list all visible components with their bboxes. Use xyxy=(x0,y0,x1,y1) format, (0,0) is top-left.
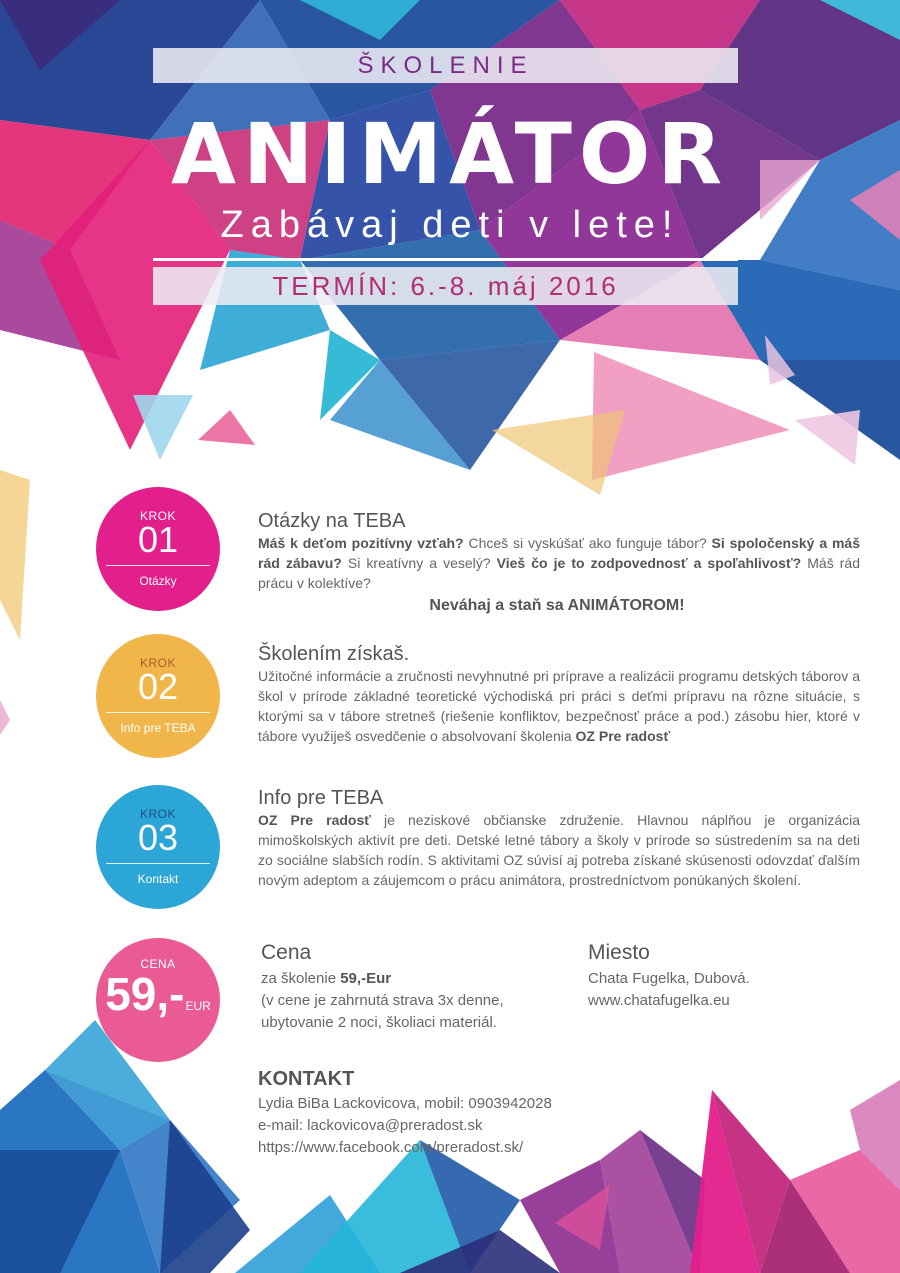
step-1-divider xyxy=(106,565,210,566)
location-place: Chata Fugelka, Dubová. xyxy=(588,970,750,987)
step-3-title: Info pre TEBA xyxy=(258,787,384,809)
price-badge-label: CENA xyxy=(140,957,176,971)
step-3-krok: KROK xyxy=(139,807,176,821)
step-2-divider xyxy=(106,712,210,713)
contact-email[interactable]: e-mail: lackovicova@preradost.sk xyxy=(258,1117,483,1134)
step-2-krok: KROK xyxy=(139,656,176,670)
kicker-text: ŠKOLENIE xyxy=(357,52,534,79)
price-line-3: ubytovanie 2 noci, školiaci materiál. xyxy=(261,1014,497,1031)
price-section xyxy=(261,940,504,1034)
contact-title: KONTAKT xyxy=(258,1068,355,1090)
price-badge xyxy=(96,938,220,1062)
kicker-banner xyxy=(153,48,738,83)
step-1-title: Otázky na TEBA xyxy=(258,510,406,532)
price-title: Cena xyxy=(261,941,312,964)
contact-section xyxy=(258,1067,552,1159)
step-2-title: Školením získaš. xyxy=(258,643,410,665)
step-1-text: Máš k deťom pozitívny vzťah? Chceš si vyskúšať ako funguje tábor? Si spoločenský a máš rád zábavu? Si kreatívny a veselý? Vieš čo je to zodpovednosť a spoľahlivosť? Máš rád prácu v kolektíve? xyxy=(258,535,861,591)
location-title: Miesto xyxy=(588,941,650,964)
page-subtitle: Zabávaj deti v lete! xyxy=(220,204,680,246)
step-1-number: 01 xyxy=(137,519,179,560)
step-1-label: Otázky xyxy=(139,574,177,588)
step-3-section xyxy=(258,786,860,890)
step-2-number: 02 xyxy=(137,666,179,707)
header-divider xyxy=(153,258,738,261)
price-badge-currency: EUR xyxy=(185,999,211,1013)
step-3-label: Kontakt xyxy=(137,872,179,886)
date-banner xyxy=(153,267,738,305)
page-title: ANIMÁTOR xyxy=(170,105,730,203)
step-1-section xyxy=(258,509,860,593)
step-3-number: 03 xyxy=(137,817,179,858)
step-3-badge xyxy=(96,785,220,909)
contact-phone: Lydia BiBa Lackovicova, mobil: 0903942028 xyxy=(258,1095,552,1112)
price-line-2: (v cene je zahrnutá strava 3x denne, xyxy=(261,992,504,1009)
location-section xyxy=(588,940,750,1012)
step-3-text: OZ Pre radosť je neziskové občianske združenie. Hlavnou náplňou je organizácia mimoškolských aktivít pre deti. Detské letné tábory a školy v prírode so sústredením sa na deti zo sociálne slabších rodín. S aktivitami OZ súvisí aj potreba získané skúsenosti odovzdať ďalším novým adeptom a záujemcom o prácu animátora, prostredníctvom ponúkaných školení. xyxy=(258,812,861,888)
step-2-text: Užitočné informácie a zručnosti nevyhnutné pri príprave a realizácii programu detských táborov a škol v prírode základné teoretické východiská pri práci s deťmi prípravu na rôzne situácie, s ktorými sa v tábore stretneš (riešenie konfliktov, bezpečnosť práce a pod.) zásobu hier, ktoré v tábore využiješ osvedčenie o absolvovaní školenia OZ Pre radosť xyxy=(258,668,860,744)
call-to-action: Neváhaj a staň sa ANIMÁTOROM! xyxy=(429,597,685,614)
location-web[interactable]: www.chatafugelka.eu xyxy=(588,992,730,1009)
step-2-section xyxy=(258,642,860,746)
contact-facebook[interactable]: https://www.facebook.com/preradost.sk/ xyxy=(258,1139,524,1156)
price-badge-amount: 59,-EUR xyxy=(105,968,211,1020)
step-2-badge xyxy=(96,634,220,758)
step-2-label: Info pre TEBA xyxy=(120,721,196,735)
step-3-divider xyxy=(106,863,210,864)
step-1-krok: KROK xyxy=(139,509,176,523)
date-text: TERMÍN: 6.-8. máj 2016 xyxy=(272,271,619,301)
step-1-badge xyxy=(96,487,220,611)
price-line-1: za školenie 59,-Eur xyxy=(261,970,392,987)
